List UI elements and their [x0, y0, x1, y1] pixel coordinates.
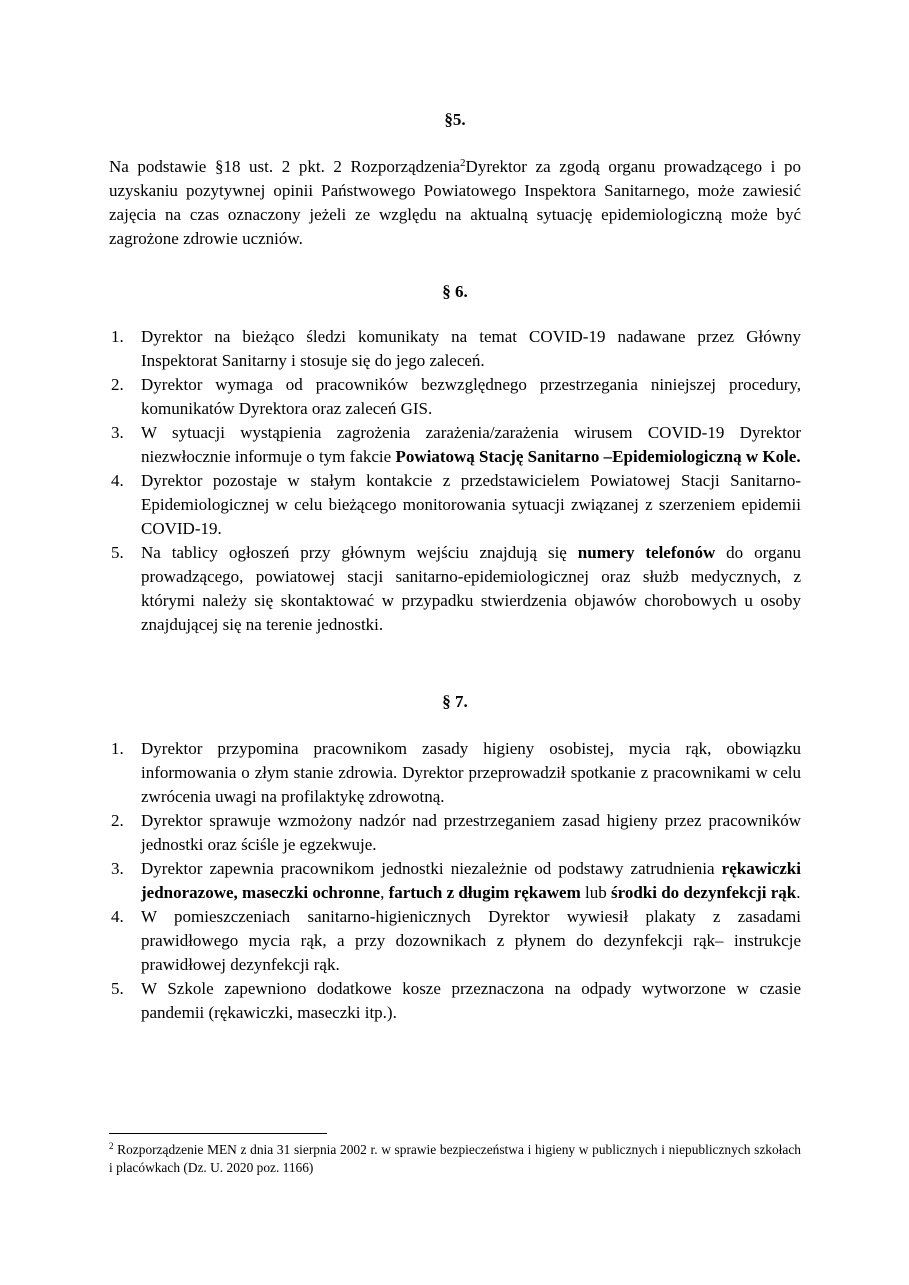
- list-item-number: 3.: [111, 859, 124, 878]
- list-item-number: 2.: [111, 375, 124, 394]
- list-item-text: Dyrektor sprawuje wzmożony nadzór nad przestrzeganiem zasad higieny przez pracowników jednostki oraz ściśle je egzekwuje.: [141, 811, 801, 854]
- list-item: [109, 905, 801, 977]
- list-item-number: 1.: [111, 739, 124, 758]
- footnote-number: 2: [109, 1141, 114, 1151]
- list-item: [109, 857, 801, 905]
- list-item-text: Dyrektor zapewnia pracownikom jednostki niezależnie od podstawy zatrudnienia: [141, 859, 722, 878]
- list-item: [109, 325, 801, 373]
- list-item-number: 4.: [111, 471, 124, 490]
- list-item-text: ,: [380, 883, 389, 902]
- list-item: [109, 977, 801, 1025]
- list-item-bold-text: rękawiczki jednorazowe, maseczki ochronne: [141, 859, 801, 902]
- list-item-text: Na tablicy ogłoszeń przy głównym wejściu znajdują się: [141, 543, 578, 562]
- list-item-number: 3.: [111, 423, 124, 442]
- list-item-bold-text: Powiatową Stację Sanitarno –Epidemiologiczną w Kole.: [395, 447, 801, 466]
- list-item: [109, 809, 801, 857]
- section-5-text-before: Na podstawie §18 ust. 2 pkt. 2 Rozporządzenia: [109, 157, 461, 176]
- list-item-text: W pomieszczeniach sanitarno-higienicznych Dyrektor wywiesił plakaty z zasadami prawidłowego mycia rąk, a przy dozownikach z płynem do dezynfekcji rąk– instrukcje prawidłowej dezynfekcji rąk.: [141, 907, 801, 974]
- list-item-number: 1.: [111, 327, 124, 346]
- list-item-text: .: [796, 883, 801, 902]
- list-item-bold-text: środki do dezynfekcji rąk: [610, 883, 797, 902]
- section-5-heading: §5.: [444, 110, 466, 129]
- list-item-text: Dyrektor wymaga od pracowników bezwzględnego przestrzegania niniejszej procedury, komunikatów Dyrektora oraz zaleceń GIS.: [141, 375, 801, 418]
- list-item-text: W sytuacji wystąpienia zagrożenia zarażenia/zarażenia wirusem COVID-19 Dyrektor niezwłocznie informuje o tym fakcie: [141, 423, 801, 466]
- section-6-list: [109, 325, 801, 637]
- list-item-bold-text: fartuch z długim rękawem: [388, 883, 581, 902]
- list-item-number: 5.: [111, 543, 124, 562]
- list-item: [109, 541, 801, 637]
- list-item-text: Dyrektor na bieżąco śledzi komunikaty na temat COVID-19 nadawane przez Główny Inspektorat Sanitarny i stosuje się do jego zaleceń.: [141, 327, 801, 370]
- footnote-reference: 2: [460, 157, 466, 169]
- list-item: [109, 373, 801, 421]
- list-item-text: Dyrektor pozostaje w stałym kontakcie z przedstawicielem Powiatowej Stacji Sanitarno-Epidemiologicznej w celu bieżącego monitorowania sytuacji związanej z szerzeniem epidemii COVID-19.: [141, 471, 801, 538]
- section-6-heading: § 6.: [442, 282, 468, 301]
- section-7-list: [109, 737, 801, 1025]
- list-item-number: 4.: [111, 907, 124, 926]
- list-item-text: do organu prowadzącego, powiatowej stacji sanitarno-epidemiologicznej oraz służb medycznych, z którymi należy się skontaktować w przypadku stwierdzenia objawów chorobowych u osoby znajdującej się na terenie jednostki.: [141, 543, 802, 634]
- list-item-number: 5.: [111, 979, 124, 998]
- list-item: [109, 421, 801, 469]
- list-item-text: W Szkole zapewniono dodatkowe kosze przeznaczona na odpady wytworzone w czasie pandemii (rękawiczki, maseczki itp.).: [141, 979, 801, 1022]
- section-5-paragraph: [109, 155, 801, 251]
- section-5-text-after: Dyrektor za zgodą organu prowadzącego i po uzyskaniu pozytywnej opinii Państwowego Powiatowego Inspektora Sanitarnego, może zawiesić zajęcia na czas oznaczony jeżeli ze względu na aktualną sytuację epidemiologiczną może być zagrożone zdrowie uczniów.: [109, 157, 802, 248]
- footnote-text: Rozporządzenie MEN z dnia 31 sierpnia 2002 r. w sprawie bezpieczeństwa i higieny w publicznych i niepublicznych szkołach i placówkach (Dz. U. 2020 poz. 1166): [109, 1142, 801, 1175]
- list-item-bold-text: numery telefonów: [577, 543, 716, 562]
- footnote: [109, 1141, 801, 1177]
- list-item-number: 2.: [111, 811, 124, 830]
- list-item: [109, 737, 801, 809]
- list-item-text: Dyrektor przypomina pracownikom zasady higieny osobistej, mycia rąk, obowiązku informowania o złym stanie zdrowia. Dyrektor przeprowadził spotkanie z pracownikami w celu zwrócenia uwagi na profilaktykę zdrowotną.: [141, 739, 801, 806]
- list-item-text: lub: [580, 883, 611, 902]
- list-item: [109, 469, 801, 541]
- footnote-separator: [109, 1133, 327, 1134]
- section-7-heading: § 7.: [442, 692, 468, 711]
